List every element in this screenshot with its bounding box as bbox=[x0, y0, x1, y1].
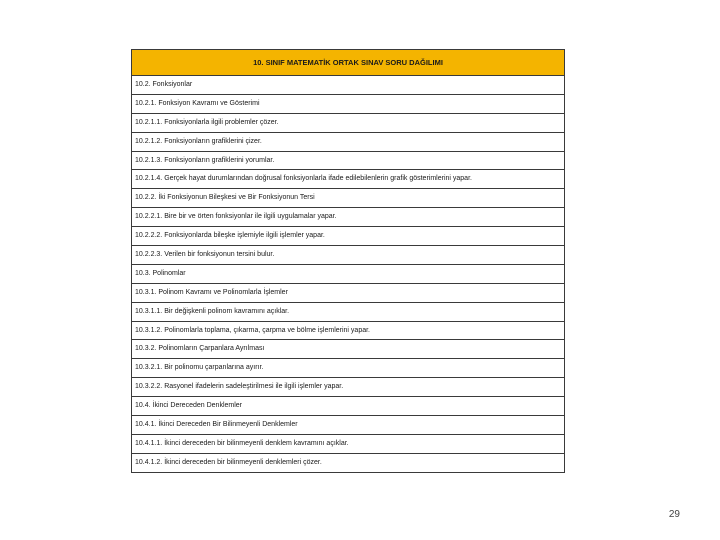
table-cell: 10.2.1. Fonksiyon Kavramı ve Gösterimi bbox=[132, 94, 565, 113]
table-cell: 10.2.2.3. Verilen bir fonksiyonun tersini bulur. bbox=[132, 246, 565, 265]
table-cell: 10.2.1.4. Gerçek hayat durumlarından doğrusal fonksiyonlarla ifade edilebilenlerin grafik gösterimlerini yapar. bbox=[132, 170, 565, 189]
table-row bbox=[132, 453, 565, 472]
table-cell: 10.3. Polinomlar bbox=[132, 264, 565, 283]
table-row bbox=[132, 397, 565, 416]
table-cell: 10.2.1.3. Fonksiyonların grafiklerini yorumlar. bbox=[132, 151, 565, 170]
table-row bbox=[132, 246, 565, 265]
table-cell: 10.4.1. İkinci Dereceden Bir Bilinmeyenli Denklemler bbox=[132, 416, 565, 435]
table-cell: 10.2.2.2. Fonksiyonlarda bileşke işlemiyle ilgili işlemler yapar. bbox=[132, 227, 565, 246]
table-title: 10. SINIF MATEMATİK ORTAK SINAV SORU DAĞILIMI bbox=[132, 50, 565, 76]
table-row bbox=[132, 76, 565, 95]
table-cell: 10.4. İkinci Dereceden Denklemler bbox=[132, 397, 565, 416]
table-row bbox=[132, 378, 565, 397]
table-cell: 10.2. Fonksiyonlar bbox=[132, 76, 565, 95]
table-row bbox=[132, 434, 565, 453]
table-cell: 10.4.1.2. İkinci dereceden bir bilinmeyenli denklemleri çözer. bbox=[132, 453, 565, 472]
table-row bbox=[132, 227, 565, 246]
table-cell: 10.2.1.2. Fonksiyonların grafiklerini çizer. bbox=[132, 132, 565, 151]
table-cell: 10.3.2. Polinomların Çarpanlara Ayrılması bbox=[132, 340, 565, 359]
table-row bbox=[132, 340, 565, 359]
table-row bbox=[132, 170, 565, 189]
table-cell: 10.2.2.1. Bire bir ve örten fonksiyonlar ile ilgili uygulamalar yapar. bbox=[132, 208, 565, 227]
table-row bbox=[132, 94, 565, 113]
table-row bbox=[132, 113, 565, 132]
table-cell: 10.3.2.1. Bir polinomu çarpanlarına ayırır. bbox=[132, 359, 565, 378]
table-cell: 10.2.1.1. Fonksiyonlarla ilgili problemler çözer. bbox=[132, 113, 565, 132]
table-row bbox=[132, 302, 565, 321]
curriculum-table bbox=[131, 49, 565, 473]
page-number: 29 bbox=[668, 509, 680, 520]
table-row bbox=[132, 189, 565, 208]
table-cell: 10.3.1.1. Bir değişkenli polinom kavramını açıklar. bbox=[132, 302, 565, 321]
table-row bbox=[132, 283, 565, 302]
table-cell: 10.3.2.2. Rasyonel ifadelerin sadeleştirilmesi ile ilgili işlemler yapar. bbox=[132, 378, 565, 397]
table-cell: 10.4.1.1. İkinci dereceden bir bilinmeyenli denklem kavramını açıklar. bbox=[132, 434, 565, 453]
table-row bbox=[132, 264, 565, 283]
table-row bbox=[132, 416, 565, 435]
table-header-row bbox=[132, 50, 565, 76]
table-row bbox=[132, 151, 565, 170]
table-row bbox=[132, 208, 565, 227]
table-cell: 10.2.2. İki Fonksiyonun Bileşkesi ve Bir Fonksiyonun Tersi bbox=[132, 189, 565, 208]
table-row bbox=[132, 321, 565, 340]
table-row bbox=[132, 359, 565, 378]
table-cell: 10.3.1.2. Polinomlarla toplama, çıkarma, çarpma ve bölme işlemlerini yapar. bbox=[132, 321, 565, 340]
table-row bbox=[132, 132, 565, 151]
table-cell: 10.3.1. Polinom Kavramı ve Polinomlarla İşlemler bbox=[132, 283, 565, 302]
